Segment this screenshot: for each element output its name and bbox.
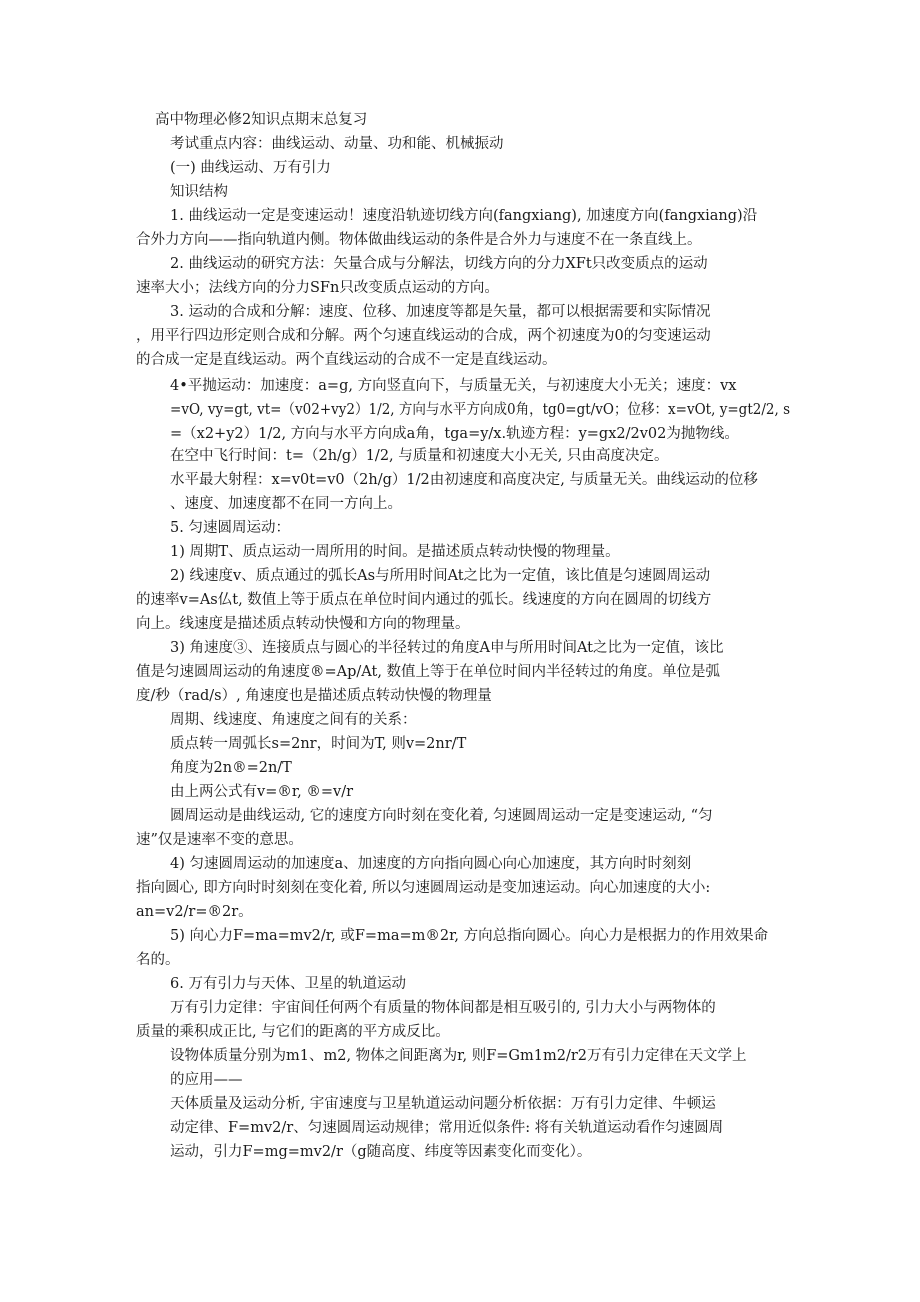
text-line: 角度为2n®=2n/T bbox=[170, 760, 292, 776]
text-line: 的合成一定是直线运动。两个直线运动的合成不一定是直线运动。 bbox=[136, 352, 557, 368]
text-line: =（x2+y2）1/2, 方向与水平方向成a角，tga=y/x.轨迹方程：y=gx2/2v02为抛物线。 bbox=[170, 426, 739, 442]
document-title: 高中物理必修2知识点期末总复习 bbox=[155, 112, 368, 128]
section-heading: (一) 曲线运动、万有引力 bbox=[170, 160, 331, 176]
text-line: 动定律、F=mv2/r、匀速圆周运动规律；常用近似条件: 将有关轨道运动看作匀速圆周 bbox=[170, 1120, 724, 1136]
text-line: 合外力方向——指向轨道内侧。物体做曲线运动的条件是合外力与速度不在一条直线上。 bbox=[136, 232, 702, 248]
text-line: 万有引力定律：宇宙间任何两个有质量的物体间都是相互吸引的, 引力大小与两物体的 bbox=[170, 1000, 716, 1016]
text-line: 6. 万有引力与天体、卫星的轨道运动 bbox=[170, 976, 406, 992]
text-line: 名的。 bbox=[136, 952, 180, 968]
text-line: 3) 角速度③、连接质点与圆心的半径转过的角度A申与所用时间At之比为一定值，该比 bbox=[170, 640, 724, 656]
text-line: 2) 线速度v、质点通过的弧长As与所用时间At之比为一定值，该比值是匀速圆周运动 bbox=[170, 568, 711, 584]
text-line: 1) 周期T、质点运动一周所用的时间。是描述质点转动快慢的物理量。 bbox=[170, 544, 620, 560]
subsection-heading: 知识结构 bbox=[170, 184, 228, 200]
text-line: 的速率v=As仏t, 数值上等于质点在单位时间内通过的弧长。线速度的方向在圆周的切线方 bbox=[136, 592, 712, 608]
text-line: 3. 运动的合成和分解：速度、位移、加速度等都是矢量，都可以根据需要和实际情况 bbox=[170, 304, 711, 320]
text-line: 度/秒（rad/s）, 角速度也是描述质点转动快慢的物理量 bbox=[136, 688, 492, 704]
text-line: 的应用—— bbox=[170, 1072, 243, 1088]
text-line: 在空中飞行时间：t=（2h/g）1/2, 与质量和初速度大小无关, 只由高度决定。 bbox=[170, 448, 669, 464]
text-line: 圆周运动是曲线运动, 它的速度方向时刻在变化着, 匀速圆周运动一定是变速运动, “匀 bbox=[170, 808, 713, 824]
text-line: 2. 曲线运动的研究方法：矢量合成与分解法，切线方向的分力XFt只改变质点的运动 bbox=[170, 256, 708, 272]
text-line: =vO, vy=gt, vt=（v02+vy2）1/2, 方向与水平方向成0角，tg0=gt/vO；位移：x=vOt, y=gt2/2, s bbox=[170, 402, 791, 418]
text-line: ，用平行四边形定则合成和分解。两个匀速直线运动的合成，两个初速度为0的匀变速运动 bbox=[136, 328, 711, 344]
text-line: 速”仅是速率不变的意思。 bbox=[136, 832, 303, 848]
text-line: 4•平抛运动：加速度：a=g, 方向竖直向下，与质量无关，与初速度大小无关；速度：vx bbox=[170, 378, 737, 394]
text-line: 由上两公式有v=®r, ®=v/r bbox=[170, 784, 354, 800]
text-line: 运动，引力F=mg=mv2/r（g随高度、纬度等因素变化而变化）。 bbox=[170, 1144, 592, 1160]
text-line: 5. 匀速圆周运动： bbox=[170, 520, 290, 536]
text-line: 、速度、加速度都不在同一方向上。 bbox=[170, 496, 402, 512]
text-line: 速率大小；法线方向的分力SFn只改变质点运动的方向。 bbox=[136, 280, 499, 296]
text-line: 天体质量及运动分析, 宇宙速度与卫星轨道运动问题分析依据：万有引力定律、牛顿运 bbox=[170, 1096, 716, 1112]
text-line: an=v2/r=®2r。 bbox=[136, 904, 253, 920]
text-line: 水平最大射程：x=v0t=v0（2h/g）1/2由初速度和高度决定, 与质量无关。曲线运动的位移 bbox=[170, 472, 758, 488]
text-line: 周期、线速度、角速度之间有的关系： bbox=[170, 712, 417, 728]
text-line: 4) 匀速圆周运动的加速度a、加速度的方向指向圆心向心加速度，其方向时时刻刻 bbox=[170, 856, 692, 872]
text-line: 向上。线速度是描述质点转动快慢和方向的物理量。 bbox=[136, 616, 470, 632]
text-line: 质点转一周弧长s=2nr，时间为T, 则v=2nr/T bbox=[170, 736, 467, 752]
text-line: 5) 向心力F=ma=mv2/r, 或F=ma=m®2r, 方向总指向圆心。向心力是根据力的作用效果命 bbox=[170, 928, 769, 944]
text-line: 指向圆心, 即方向时时刻刻在变化着, 所以匀速圆周运动是变加速运动。向心加速度的大小: bbox=[136, 880, 711, 896]
exam-focus-line: 考试重点内容：曲线运动、动量、功和能、机械振动 bbox=[170, 136, 504, 152]
text-line: 质量的乘积成正比, 与它们的距离的平方成反比。 bbox=[136, 1024, 450, 1040]
text-line: 值是匀速圆周运动的角速度®=Ap/At, 数值上等于在单位时间内半径转过的角度。单位是弧 bbox=[136, 664, 721, 680]
text-line: 1. 曲线运动一定是变速运动！速度沿轨迹切线方向(fangxiang), 加速度方向(fangxiang)沿 bbox=[170, 208, 758, 224]
text-line: 设物体质量分别为m1、m2, 物体之间距离为r, 则F=Gm1m2/r2万有引力定律在天文学上 bbox=[170, 1048, 747, 1064]
